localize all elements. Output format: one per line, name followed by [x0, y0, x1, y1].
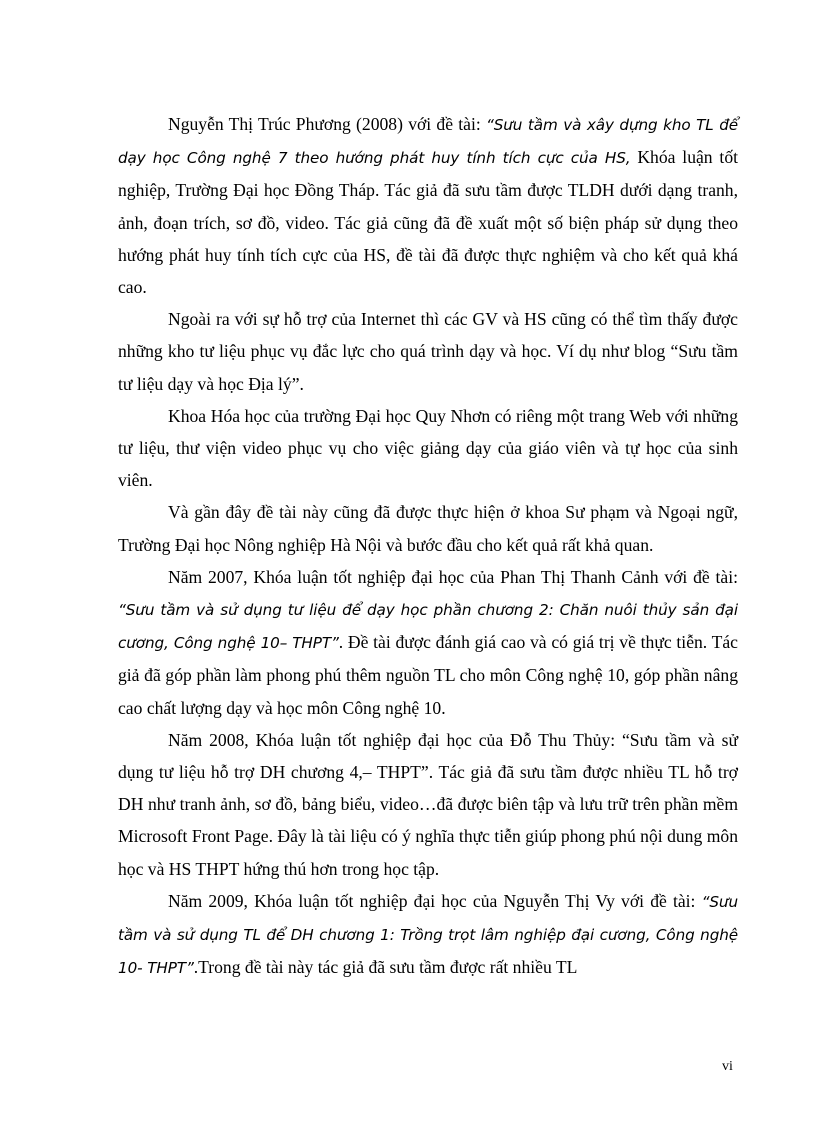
document-body [118, 108, 738, 984]
paragraph-1-lead: Nguyễn Thị Trúc Phương (2008) với đề tài: [168, 114, 486, 134]
paragraph-5-rest: . Đề tài được đánh giá cao và có giá trị về thực tiễn. Tác giả đã góp phần làm phong phú thêm nguồn TL cho môn Công nghệ 10, góp phần nâng cao chất lượng dạy và học môn Công nghệ 10. [118, 632, 738, 718]
paragraph-2: Ngoài ra với sự hỗ trợ của Internet thì các GV và HS cũng có thể tìm thấy được những kho tư liệu phục vụ đắc lực cho quá trình dạy và học. Ví dụ như blog “Sưu tầm tư liệu dạy và học Địa lý”. [118, 309, 738, 394]
paragraph-5-thesis-title: “Sưu tầm và sử dụng tư liệu để dạy học phần chương 2: Chăn nuôi thủy sản đại cương, Công nghệ 10– THPT” [118, 601, 738, 653]
paragraph-7-rest: .Trong đề tài này tác giả đã sưu tầm được rất nhiều TL [193, 957, 578, 978]
paragraph-4: Và gần đây đề tài này cũng đã được thực hiện ở khoa Sư phạm và Ngoại ngữ, Trường Đại học Nông nghiệp Hà Nội và bước đầu cho kết quả rất khả quan. [118, 502, 738, 555]
paragraph-5 [118, 561, 738, 724]
paragraph-7-lead: Năm 2009, Khóa luận tốt nghiệp đại học của Nguyễn Thị Vy với đề tài: [168, 890, 702, 911]
paragraph-6: Năm 2008, Khóa luận tốt nghiệp đại học của Đỗ Thu Thủy: “Sưu tầm và sử dụng tư liệu hỗ trợ DH chương 4,– THPT”. Tác giả đã sưu tầm được nhiều TL hỗ trợ DH như tranh ảnh, sơ đồ, bảng biểu, video…đã được biên tập và lưu trữ trên phần mềm Microsoft Front Page. Đây là tài liệu có ý nghĩa thực tiễn giúp phong phú nội dung môn học và HS THPT hứng thú hơn trong học tập. [118, 729, 738, 879]
paragraph-1-rest: Khóa luận tốt nghiệp, Trường Đại học Đồng Tháp. Tác giả đã sưu tầm được TLDH dưới dạng tranh, ảnh, đoạn trích, sơ đồ, video. Tác giả cũng đã đề xuất một số biện pháp sử dụng theo hướng phát huy tính tích cực của HS, đề tài đã được thực nghiệm và cho kết quả khá cao. [118, 147, 739, 298]
paragraph-5-lead: Năm 2007, Khóa luận tốt nghiệp đại học của Phan Thị Thanh Cảnh với đề tài: [168, 566, 738, 587]
paragraph-1-thesis-title: “Sưu tầm và xây dựng kho TL để dạy học Công nghệ 7 theo hướng phát huy tính tích cực của HS, [118, 116, 738, 168]
paragraph-3: Khoa Hóa học của trường Đại học Quy Nhơn có riêng một trang Web với những tư liệu, thư viện video phục vụ cho việc giảng dạy của giáo viên và tự học của sinh viên. [118, 405, 738, 491]
paragraph-7-thesis-title: “Sưu tầm và sử dụng TL để DH chương 1: Trồng trọt lâm nghiệp đại cương, Công nghệ 10- THPT” [118, 892, 738, 978]
paragraph-1 [118, 108, 738, 303]
paragraph-7 [118, 885, 738, 985]
page-number: vi [722, 1059, 733, 1074]
